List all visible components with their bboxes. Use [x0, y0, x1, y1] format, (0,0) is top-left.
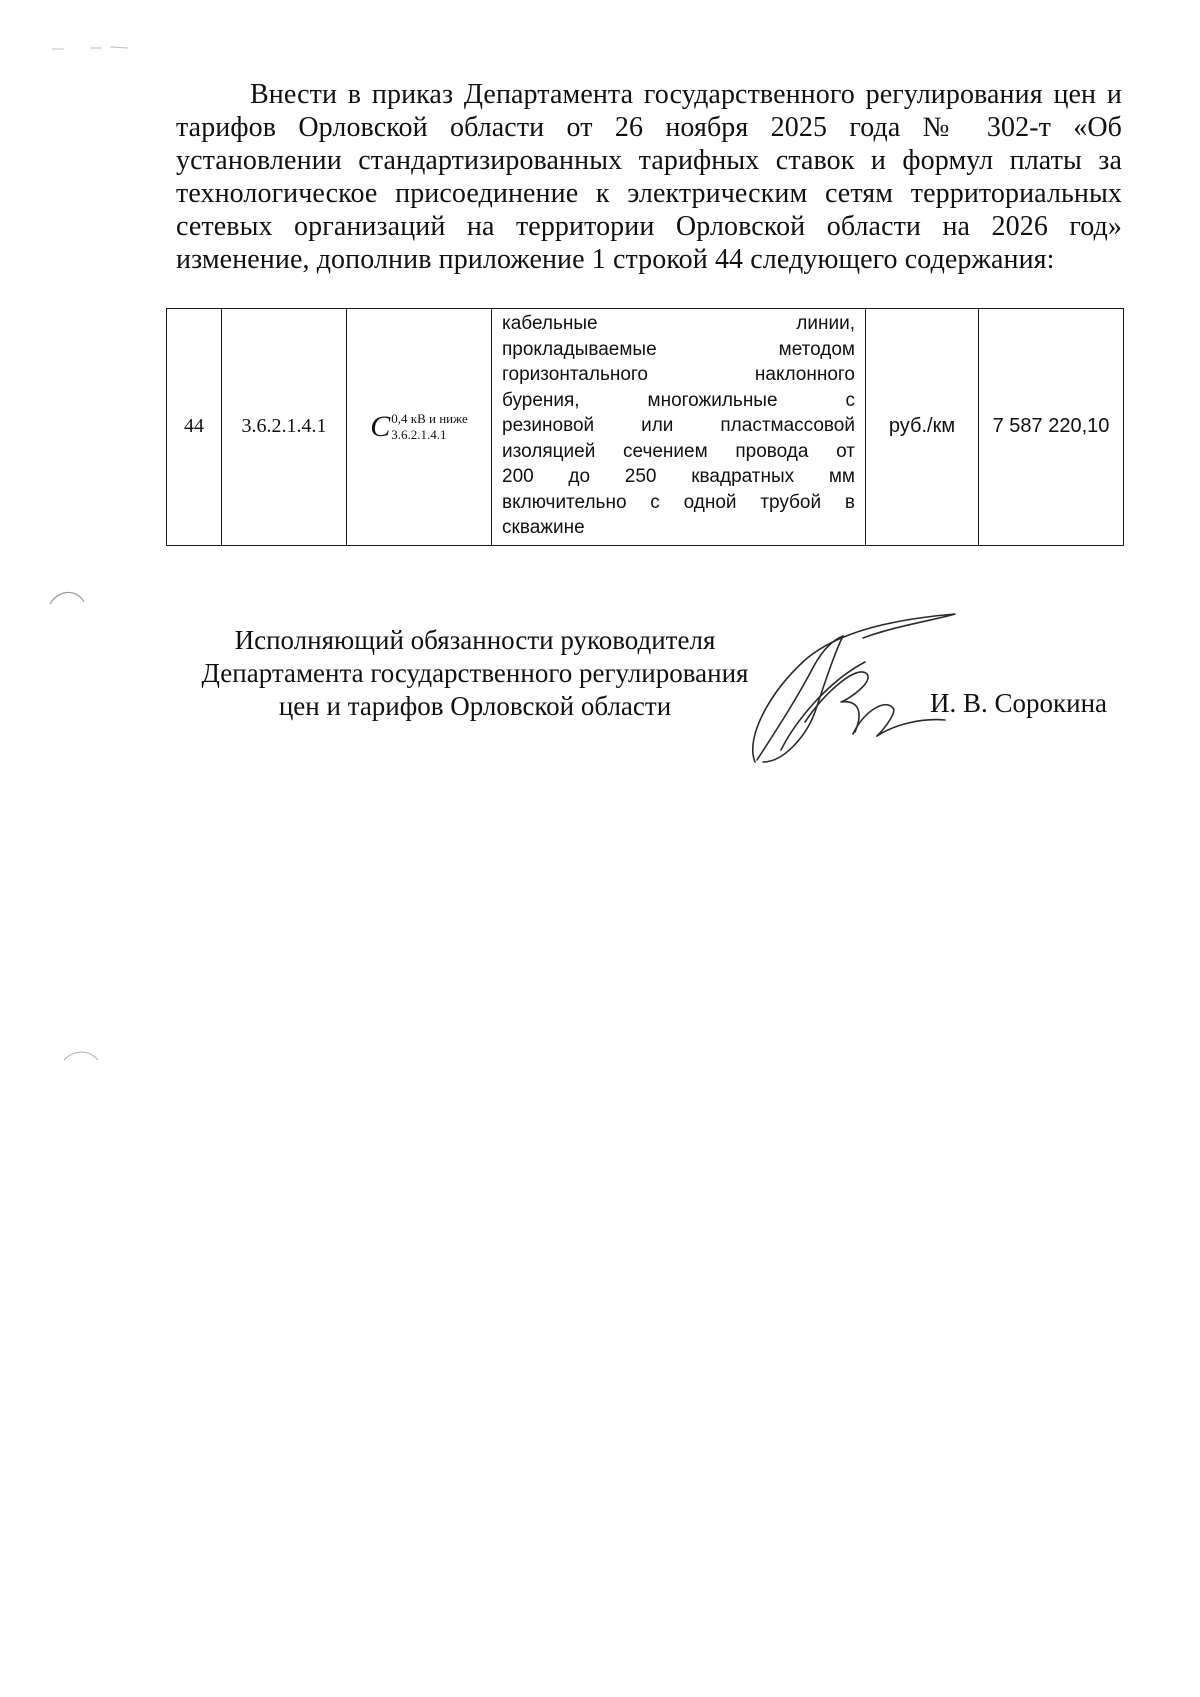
- signatory-name: И. В. Сорокина: [930, 688, 1108, 718]
- formula-scripts: [391, 411, 467, 443]
- row-formula: [347, 309, 492, 546]
- description-line: кабельные линии,: [502, 313, 855, 334]
- scan-artifact: [62, 1046, 102, 1064]
- formula-symbol: C: [370, 409, 391, 443]
- scan-artifact: [50, 44, 140, 54]
- row-value: 7 587 220,10: [979, 309, 1124, 546]
- formula-superscript: 0,4 кВ и ниже: [391, 410, 468, 426]
- description-line: резиновой или пластмассовой: [502, 415, 855, 436]
- amendment-table: [166, 308, 1124, 546]
- row-code: 3.6.2.1.4.1: [222, 309, 347, 546]
- description-line: 200 до 250 квадратных мм: [502, 466, 855, 487]
- description-line: скважине: [502, 517, 585, 538]
- formula-subscript: 3.6.2.1.4.1: [391, 426, 447, 442]
- row-description: [492, 309, 866, 546]
- description-line: включительно с одной трубой в: [502, 491, 855, 513]
- row-unit: руб./км: [866, 309, 979, 546]
- tariff-formula: [370, 410, 467, 444]
- description-line: прокладываемые методом: [502, 338, 855, 360]
- position-line: Департамента государственного регулирования: [201, 658, 749, 688]
- description-line: горизонтального наклонного: [502, 364, 855, 385]
- amendment-paragraph: Внести в приказ Департамента государственного регулирования цен и тарифов Орловской области от 26 ноября 2025 года № 302-т «Об установлении стандартизированных тарифных ставок и формул платы за технологическое присоединение к электрическим сетям территориальных сетевых организаций на территории Орловской области на 2026 год» изменение, дополнив приложение 1 строкой 44 следующего содержания:: [176, 79, 1122, 275]
- position-line: Исполняющий обязанности руководителя: [234, 625, 716, 655]
- table-row: [167, 309, 1124, 546]
- row-number: 44: [167, 309, 222, 546]
- position-line: цен и тарифов Орловской области: [278, 691, 672, 721]
- description-line: бурения, многожильные с: [502, 389, 855, 411]
- signatory-position: [180, 624, 770, 723]
- scan-artifact: [48, 586, 88, 608]
- description-line: изоляцией сечением провода от: [502, 440, 855, 462]
